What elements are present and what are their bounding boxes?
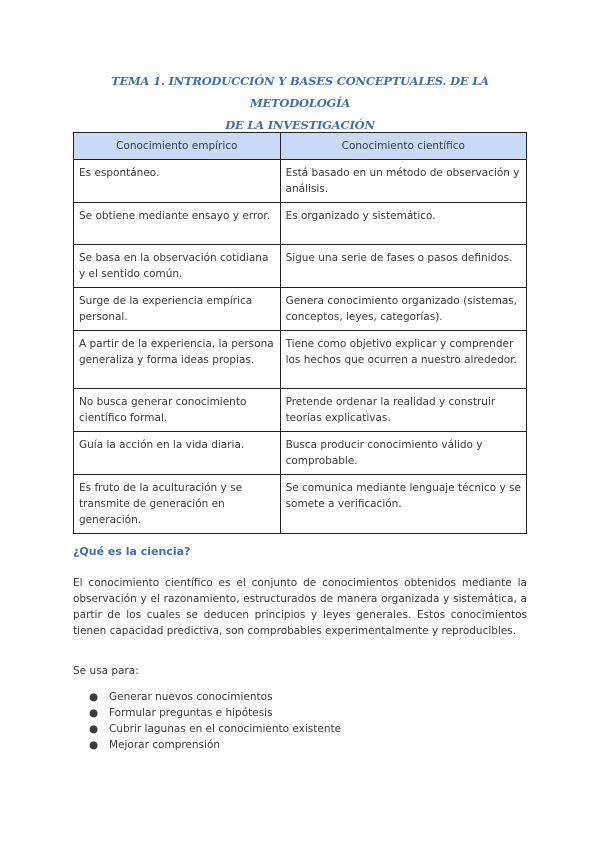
uses-label: Se usa para: bbox=[73, 665, 139, 677]
section-heading: ¿Qué es la ciencia? bbox=[73, 545, 191, 558]
cell-empirical: Guía la acción en la vida diaria. bbox=[74, 432, 281, 475]
list-item bbox=[73, 737, 341, 753]
list-item-text: Generar nuevos conocimientos bbox=[109, 691, 273, 703]
cell-scientific: Sigue una serie de fases o pasos definidos. bbox=[280, 245, 526, 288]
list-item-text: Cubrir lagunas en el conocimiento existente bbox=[109, 723, 342, 735]
table-row bbox=[74, 288, 527, 331]
cell-empirical: A partir de la experiencia, la persona generaliza y forma ideas propias. bbox=[74, 331, 281, 389]
science-definition-paragraph: El conocimiento científico es el conjunto de conocimientos obtenidos mediante la observación y el razonamiento, estructurados de manera organizada y sistemática, a partir de los cuales se deducen principios y leyes generales. Estos conocimientos tienen capacidad predictiva, son comprobables experimentalmente y reproducibles. bbox=[73, 577, 527, 637]
cell-scientific: Pretende ordenar la realidad y construir teorías explicativas. bbox=[280, 389, 526, 432]
comparison-table bbox=[73, 132, 527, 534]
table-row bbox=[74, 203, 527, 245]
cell-empirical: Es fruto de la aculturación y se transmite de generación en generación. bbox=[74, 475, 281, 534]
table-row bbox=[74, 245, 527, 288]
header-scientific: Conocimiento científico bbox=[280, 133, 526, 160]
table-row bbox=[74, 389, 527, 432]
cell-scientific: Tiene como objetivo explicar y comprender los hechos que ocurren a nuestro alrededor. bbox=[280, 331, 526, 389]
table-row bbox=[74, 160, 527, 203]
cell-scientific: Está basado en un método de observación y análisis. bbox=[280, 160, 526, 203]
header-empirical: Conocimiento empírico bbox=[74, 133, 281, 160]
cell-empirical: Surge de la experiencia empírica personal. bbox=[74, 288, 281, 331]
cell-empirical: No busca generar conocimiento científico formal. bbox=[74, 389, 281, 432]
table-header-row bbox=[74, 133, 527, 160]
list-item-text: Formular preguntas e hipótesis bbox=[109, 707, 273, 719]
cell-scientific: Genera conocimiento organizado (sistemas, conceptos, leyes, categorías). bbox=[280, 288, 526, 331]
cell-scientific: Se comunica mediante lenguaje técnico y se somete a verificación. bbox=[280, 475, 526, 534]
bullet-icon: ● bbox=[89, 723, 99, 735]
uses-list bbox=[73, 689, 341, 753]
bullet-icon: ● bbox=[89, 707, 99, 719]
bullet-icon: ● bbox=[89, 691, 99, 703]
title-line-1: TEMA 1. INTRODUCCIÓN Y BASES CONCEPTUALES. DE LA METODOLOGÍA bbox=[111, 74, 489, 110]
cell-empirical: Es espontáneo. bbox=[74, 160, 281, 203]
table-row bbox=[74, 331, 527, 389]
cell-scientific: Es organizado y sistemático. bbox=[280, 203, 526, 245]
bullet-icon: ● bbox=[89, 739, 99, 751]
list-item-text: Mejorar comprensión bbox=[109, 739, 221, 751]
cell-empirical: Se obtiene mediante ensayo y error. bbox=[74, 203, 281, 245]
document-title bbox=[60, 70, 540, 136]
table-row bbox=[74, 475, 527, 534]
list-item bbox=[73, 689, 341, 705]
list-item bbox=[73, 721, 341, 737]
cell-scientific: Busca producir conocimiento válido y comprobable. bbox=[280, 432, 526, 475]
list-item bbox=[73, 705, 341, 721]
title-line-2: DE LA INVESTIGACIÓN bbox=[225, 118, 375, 132]
cell-empirical: Se basa en la observación cotidiana y el sentido común. bbox=[74, 245, 281, 288]
table-row bbox=[74, 432, 527, 475]
